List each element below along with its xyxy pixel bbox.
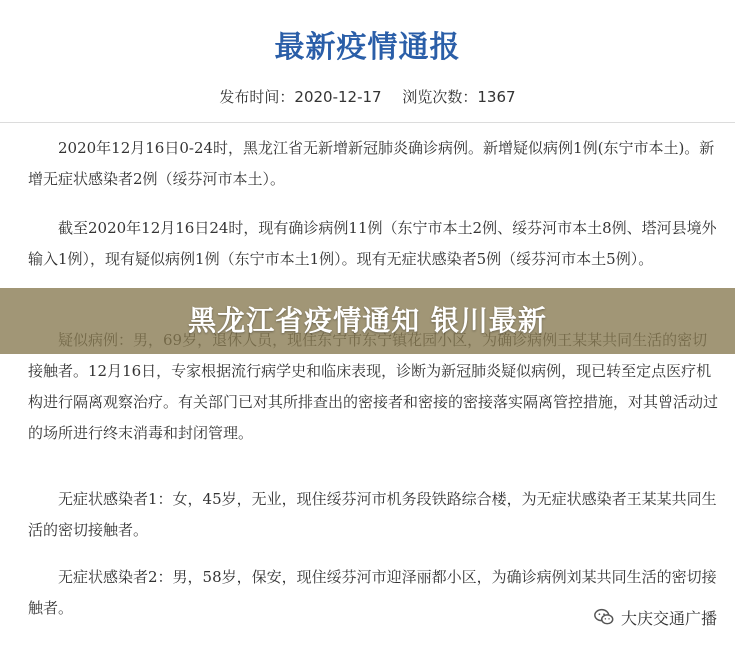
paragraph-asymptomatic-2: 无症状感染者2：男，58岁，保安，现住绥芬河市迎泽丽都小区，为确诊病例刘某共同生活的密切接触者。 [28,568,717,617]
view-count: 浏览次数：1367 [402,88,516,106]
paragraph-asymptomatic-1: 无症状感染者1：女，45岁，无业，现住绥芬河市机务段铁路综合楼，为无症状感染者王某某共同生活的密切接触者。 [28,490,717,539]
overlay-banner [0,288,735,354]
banner-text: 黑龙江省疫情通知 银川最新 [188,304,547,337]
source-watermark [593,604,717,630]
paragraph-suspected-case: 接触者。12月16日，专家根据流行病学史和临床表现，诊断为新冠肺炎疑似病例，现已转至定点医疗机构进行隔离观察治疗。有关部门已对其所排查出的密接者和密接的密接落实隔离管控措施，对其曾活动过的场所进行终末消毒和封闭管理。 [28,362,719,442]
page-title: 最新疫情通报 [274,30,461,65]
wechat-icon [593,606,615,628]
article-meta [0,86,735,107]
publish-time: 发布时间：2020-12-17 [219,88,382,106]
watermark-text: 大庆交通广播 [620,608,717,628]
paragraph-current-cases: 截至2020年12月16日24时，现有确诊病例11例（东宁市本土2例、绥芬河市本土8例、塔河县境外输入1例），现有疑似病例1例（东宁市本土1例）。现有无症状感染者5例（绥芬河市本土5例）。 [28,219,717,268]
divider [0,122,735,123]
paragraph-summary: 2020年12月16日0-24时，黑龙江省无新增新冠肺炎确诊病例。新增疑似病例1例(东宁市本土)。新增无症状感染者2例（绥芬河市本土）。 [28,139,715,188]
